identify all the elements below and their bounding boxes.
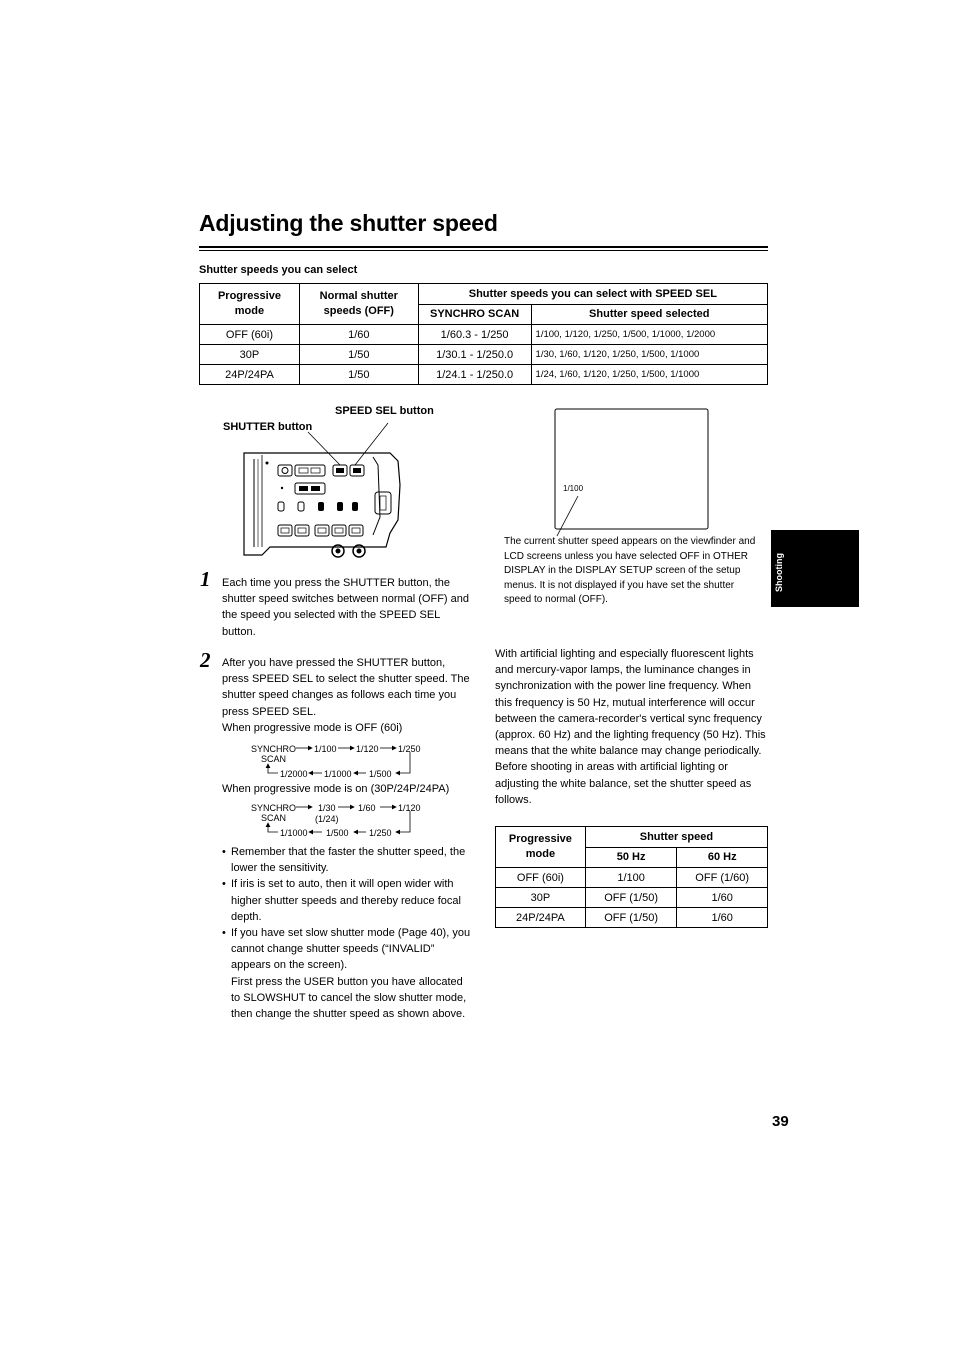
seq1-top-3: 1/250 — [398, 744, 421, 754]
cell-60hz: OFF (1/60) — [677, 868, 768, 888]
cell-mode: 24P/24PA — [200, 365, 300, 385]
seq2-top-1-sub: (1/24) — [315, 814, 339, 824]
bullet-text: If you have set slow shutter mode (Page 40), you cannot change shutter speeds (“INVALID” appears on the screen). — [231, 927, 471, 972]
cell-60hz: 1/60 — [677, 908, 768, 928]
section-tab-label: Shooting — [774, 553, 784, 592]
header-progressive-mode: Progressive mode — [496, 827, 586, 868]
seq1-synchro: SYNCHRO — [251, 744, 297, 754]
shutter-label: SHUTTER button — [223, 421, 313, 433]
header-progressive-mode: Progressive mode — [200, 284, 300, 325]
bullet-extra-text: First press the USER button you have allocated to SLOWSHUT to cancel the slow shutter mode, then change the shutter speed as shown above. — [231, 975, 467, 1021]
screen-caption: The current shutter speed appears on the viewfinder and LCD screens unless you have selected OFF in OTHER DISPLAY in the DISPLAY SETUP screen of the setup menus. It is not displayed if you have set the shutter speed to normal (OFF). — [504, 536, 756, 605]
seq2-scan: SCAN — [261, 813, 287, 823]
camera-illustration — [240, 425, 410, 560]
header-synchro-scan: SYNCHRO SCAN — [418, 304, 531, 325]
sequence2-intro: When progressive mode is on (30P/24P/24PA) — [222, 783, 450, 795]
seq1-top-2: 1/120 — [356, 744, 379, 754]
list-item: • If you have set slow shutter mode (Page 40), you cannot change shutter speeds (“INVALID” appears on the screen). First press the USER button you have allocated to SLOWSHUT to cancel the slow shutter mode, then change the shutter speed as shown above. — [222, 927, 471, 1021]
seq2-synchro: SYNCHRO — [251, 803, 297, 813]
step-2-text: After you have pressed the SHUTTER button, press SPEED SEL to select the shutter speed. The shutter speed changes as follows each time you press SPEED SEL. — [222, 657, 470, 718]
speed-sel-label: SPEED SEL button — [335, 405, 434, 417]
lighting-table — [495, 826, 768, 928]
seq2-bottom-3: 1/250 — [369, 828, 392, 838]
section-tab — [771, 530, 859, 607]
header-speed-sel: Shutter speeds you can select with SPEED SEL — [418, 284, 767, 305]
cell-synchro: 1/24.1 - 1/250.0 — [418, 365, 531, 385]
cell-mode: OFF (60i) — [496, 868, 586, 888]
cell-synchro: 1/30.1 - 1/250.0 — [418, 345, 531, 365]
cell-mode: 30P — [496, 888, 586, 908]
header-60hz: 60 Hz — [677, 847, 768, 868]
cell-mode: 30P — [200, 345, 300, 365]
table-row — [496, 868, 768, 888]
seq1-arrows — [250, 740, 420, 780]
seq2-bottom-2: 1/500 — [326, 828, 349, 838]
header-shutter-speed: Shutter speed — [585, 827, 767, 848]
lighting-paragraph — [495, 646, 768, 808]
list-item: • If iris is set to auto, then it will open wider with higher shutter speeds and thereby reduce focal depth. — [222, 878, 461, 923]
sequence1-intro: When progressive mode is OFF (60i) — [222, 722, 403, 734]
header-50hz: 50 Hz — [585, 847, 677, 868]
lighting-paragraph-text: With artificial lighting and especially fluorescent lights and mercury-vapor lamps, the luminance changes in synchronization with the power line frequency. When this frequency is 50 Hz, mutual interference will occur between the camera-recorder's vertical sync frequency (approx. 60 Hz) and the lighting frequency (50 Hz). This means that the white balance may change periodically. — [495, 648, 766, 758]
seq2-arrows — [250, 799, 420, 839]
cell-60hz: 1/60 — [677, 888, 768, 908]
cell-mode: OFF (60i) — [200, 325, 300, 345]
cell-selected: 1/100, 1/120, 1/250, 1/500, 1/1000, 1/2000 — [531, 325, 767, 345]
screen-shutter-value: 1/100 — [563, 484, 584, 493]
bullet-text: If iris is set to auto, then it will open wider with higher shutter speeds and thereby reduce focal depth. — [231, 878, 461, 923]
cell-50hz: 1/100 — [585, 868, 677, 888]
page-title: Adjusting the shutter speed — [199, 210, 498, 236]
table-row — [200, 365, 768, 385]
shutter-speeds-table — [199, 283, 768, 385]
list-item: • Remember that the faster the shutter speed, the lower the sensitivity. — [222, 846, 466, 875]
seq1-bottom-2: 1/1000 — [324, 769, 352, 779]
step-1-text: Each time you press the SHUTTER button, the shutter speed switches between normal (OFF) and the speed you selected with the SPEED SEL button. — [222, 577, 470, 638]
page-number: 39 — [772, 1113, 789, 1130]
table-row — [496, 888, 768, 908]
seq1-scan: SCAN — [261, 754, 287, 764]
cell-mode: 24P/24PA — [496, 908, 586, 928]
viewfinder-screen — [554, 408, 710, 532]
lighting-paragraph-text-2: Before shooting in areas with artificial lighting or adjusting the white balance, set the shutter speed as follows. — [495, 761, 752, 806]
header-normal-speeds: Normal shutter speeds (OFF) — [299, 284, 418, 325]
table1-caption: Shutter speeds you can select — [199, 264, 358, 276]
table-row — [200, 325, 768, 345]
cell-normal: 1/50 — [299, 365, 418, 385]
header-speed-selected: Shutter speed selected — [531, 304, 767, 325]
cell-synchro: 1/60.3 - 1/250 — [418, 325, 531, 345]
seq1-bottom-3: 1/500 — [369, 769, 392, 779]
table-row — [496, 908, 768, 928]
cell-50hz: OFF (1/50) — [585, 888, 677, 908]
cell-selected: 1/24, 1/60, 1/120, 1/250, 1/500, 1/1000 — [531, 365, 767, 385]
cell-50hz: OFF (1/50) — [585, 908, 677, 928]
step-2-number: 2 — [200, 648, 211, 672]
title-rule-thick — [199, 246, 768, 248]
title-rule-thin — [199, 250, 768, 251]
seq2-top-1: 1/30 — [318, 803, 336, 813]
table-row — [200, 345, 768, 365]
seq2-top-3: 1/120 — [398, 803, 421, 813]
seq2-bottom-1: 1/1000 — [280, 828, 308, 838]
seq2-top-2: 1/60 — [358, 803, 376, 813]
cell-normal: 1/50 — [299, 345, 418, 365]
bullet-text: Remember that the faster the shutter speed, the lower the sensitivity. — [231, 846, 466, 875]
cell-selected: 1/30, 1/60, 1/120, 1/250, 1/500, 1/1000 — [531, 345, 767, 365]
seq1-bottom-1: 1/2000 — [280, 769, 308, 779]
cell-normal: 1/60 — [299, 325, 418, 345]
step-1-number: 1 — [200, 567, 211, 591]
seq1-top-1: 1/100 — [314, 744, 337, 754]
notes-list — [222, 844, 472, 1022]
